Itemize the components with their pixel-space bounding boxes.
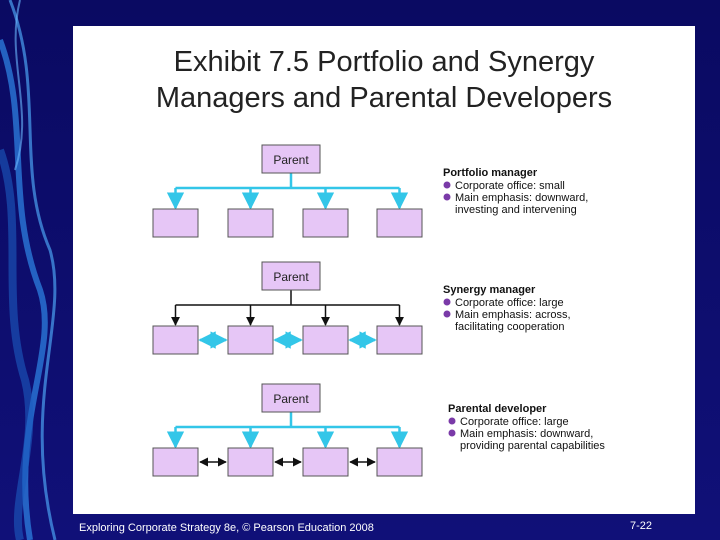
legend-title: Parental developer (448, 403, 547, 415)
bullet-icon (444, 182, 451, 189)
child-box-4 (377, 209, 422, 237)
page-number: 7-22 (630, 520, 653, 532)
section-2 (153, 262, 571, 354)
legend-title: Portfolio manager (443, 167, 538, 179)
child-box-2 (228, 448, 273, 476)
section-1 (153, 145, 588, 237)
bullet-icon (449, 418, 456, 425)
legend-bullet-text: Corporate office: large (455, 297, 564, 309)
section-3 (153, 384, 605, 476)
legend-title: Synergy manager (443, 284, 536, 296)
child-box-3 (303, 448, 348, 476)
legend-bullet-text: Main emphasis: downward, (460, 428, 594, 440)
legend-bullet-text: Main emphasis: downward, (455, 192, 589, 204)
legend-bullet-text: facilitating cooperation (455, 321, 565, 333)
child-box-1 (153, 209, 198, 237)
title-line-1: Exhibit 7.5 Portfolio and Synergy (173, 46, 595, 78)
legend-bullet-text: Corporate office: small (455, 180, 565, 192)
child-box-2 (228, 209, 273, 237)
child-box-2 (228, 326, 273, 354)
child-box-3 (303, 209, 348, 237)
legend-bullet-text: Corporate office: large (460, 416, 569, 428)
title-line-2: Managers and Parental Developers (155, 82, 613, 114)
legend-bullet-text: providing parental capabilities (460, 440, 605, 452)
parent-label: Parent (273, 392, 309, 406)
bullet-icon (449, 430, 456, 437)
footer-text: Exploring Corporate Strategy 8e, © Pearson Education 2008 (79, 522, 374, 534)
child-box-4 (377, 448, 422, 476)
bullet-icon (444, 311, 451, 318)
legend-bullet-text: Main emphasis: across, (455, 309, 571, 321)
legend-bullet-text: investing and intervening (455, 204, 577, 216)
parent-label: Parent (273, 270, 309, 284)
child-box-3 (303, 326, 348, 354)
parent-label: Parent (273, 153, 309, 167)
bullet-icon (444, 299, 451, 306)
child-box-1 (153, 448, 198, 476)
child-box-4 (377, 326, 422, 354)
child-box-1 (153, 326, 198, 354)
bullet-icon (444, 194, 451, 201)
